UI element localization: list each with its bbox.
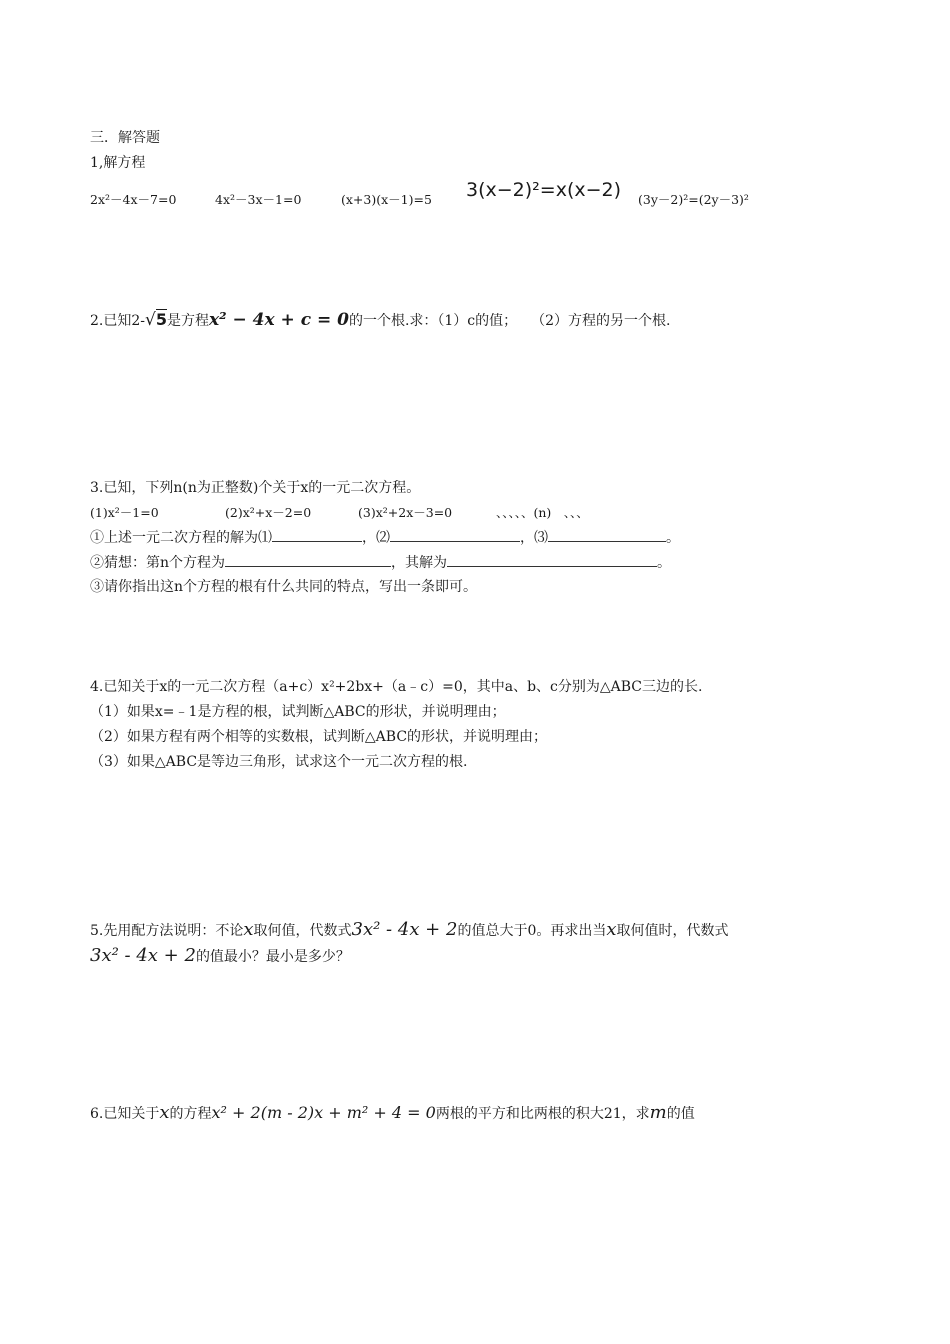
q2-prefix: 2.已知2- (90, 313, 145, 329)
q3-equation-n: 、、、、、(n) 、、、 (496, 505, 589, 520)
q6-part-1: 6.已知关于 (90, 1106, 160, 1122)
q6-part-4: 的值 (666, 1106, 695, 1122)
q2-sqrt-arg: 5 (155, 310, 167, 329)
q6-var-x: x (159, 1102, 170, 1123)
q3-sub2-prefix: ②猜想：第n个方程为 (90, 555, 226, 571)
q6-var-m: m (649, 1102, 667, 1123)
q3-sub1-end: 。 (666, 530, 680, 546)
q6-equation: x² + 2(m - 2)x + m² + 4 = 0 (211, 1103, 436, 1122)
q5-expression-2: 3x² - 4x + 2 (90, 945, 196, 966)
q5-expression: 3x² - 4x + 2 (351, 919, 458, 940)
q5-part-1: 5.先用配方法说明：不论 (90, 923, 244, 939)
q4-line-1: 4.已知关于x的一元二次方程（a+c）x²+2bx+（a﹣c）=0，其中a、b、c分别为△ABC三边的长. (90, 679, 703, 695)
answer-blank-1[interactable] (272, 527, 362, 542)
q4-line-2: （1）如果x=﹣1是方程的根，试判断△ABC的形状，并说明理由； (90, 704, 506, 720)
q5-part-4: 取何值时，代数式 (616, 923, 729, 939)
answer-blank-3[interactable] (548, 527, 666, 542)
q1-equation-3: (x+3)(x－1)=5 (341, 192, 432, 207)
q3-sub2 (90, 552, 671, 573)
answer-blank-4[interactable] (225, 552, 391, 567)
q1-equation-4: 3(x−2)²=x(x−2) (466, 179, 622, 201)
q3-sub3: ③请你指出这n个方程的根有什么共同的特点，写出一条即可。 (90, 579, 478, 595)
q4-line-3: （2）如果方程有两个相等的实数根，试判断△ABC的形状，并说明理由； (90, 729, 548, 745)
q5-var-x-2: x (606, 919, 617, 940)
answer-blank-5[interactable] (447, 552, 657, 567)
q3-sub1-mid2: ，⑶ (520, 530, 548, 546)
q3-equation-2: (2)x²+x－2=0 (225, 505, 312, 520)
q5-line-2 (90, 946, 350, 967)
q3-sub1-prefix: ①上述一元二次方程的解为⑴ (90, 530, 272, 546)
q6-part-2: 的方程 (169, 1106, 212, 1122)
q5-line-1 (90, 920, 729, 941)
q1-equation-2: 4x²－3x－1=0 (215, 192, 302, 207)
q3-sub2-mid: ，其解为 (391, 555, 448, 571)
sqrt-icon: √ (145, 310, 156, 330)
q1-equation-1: 2x²－4x－7=0 (90, 192, 177, 207)
q5-var-x: x (243, 919, 254, 940)
q4-line-4: （3）如果△ABC是等边三角形，试求这个一元二次方程的根. (90, 754, 468, 770)
q2-equation: x² − 4x + c = 0 (208, 310, 349, 330)
q3-sub1 (90, 527, 680, 548)
section-title: 三．解答题 (90, 130, 160, 146)
q5-part-3: 的值总大于0。再求出当 (457, 923, 607, 939)
answer-blank-2[interactable] (390, 527, 520, 542)
q5-part-5: 的值最小？最小是多少？ (195, 949, 350, 965)
q3-equation-1: (1)x²－1=0 (90, 505, 159, 520)
q5-part-2: 取何值，代数式 (253, 923, 352, 939)
q3-equation-3: (3)x²+2x－3=0 (358, 505, 453, 520)
q2-suffix: 的一个根.求：（1）c的值； （2）方程的另一个根. (348, 313, 671, 329)
q1-label: 1,解方程 (90, 155, 146, 171)
q3-sub2-end: 。 (657, 555, 672, 571)
q6-line (90, 1103, 695, 1124)
q2-line (90, 310, 671, 331)
q2-mid: 是方程 (166, 313, 209, 329)
q3-sub1-mid1: ，⑵ (362, 530, 390, 546)
q3-intro: 3.已知，下列n(n为正整数)个关于x的一元二次方程。 (90, 480, 421, 496)
q1-equation-5: (3y－2)²=(2y－3)² (638, 192, 749, 207)
q6-part-3: 两根的平方和比两根的积大21，求 (435, 1106, 650, 1122)
